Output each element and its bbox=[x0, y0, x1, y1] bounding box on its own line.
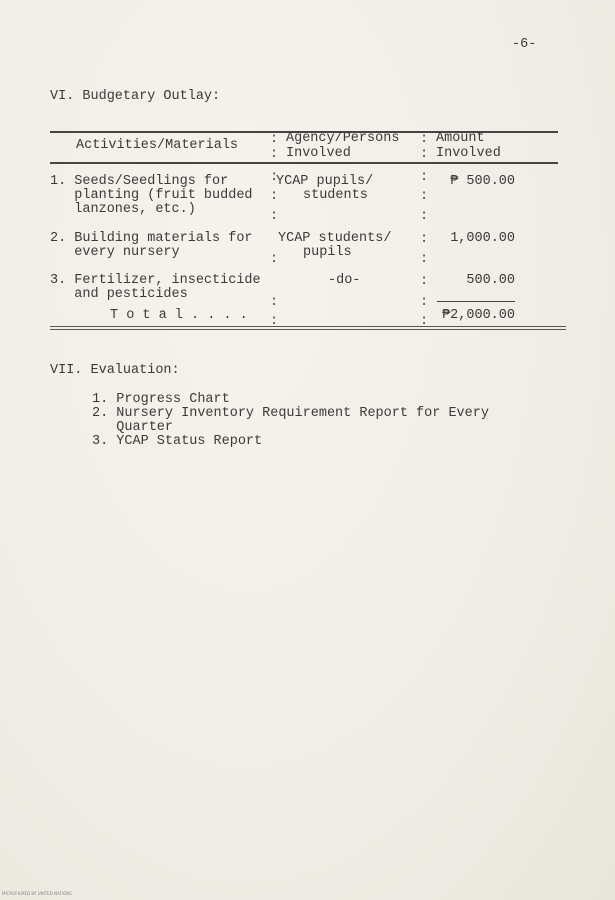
table-bottom-double-rule bbox=[50, 326, 566, 330]
total-amount: ₱2,000.00 bbox=[442, 308, 515, 323]
evaluation-item: Quarter bbox=[92, 420, 174, 435]
row2-activity-line1: 2. Building materials for bbox=[50, 231, 253, 246]
evaluation-item: 1. Progress Chart bbox=[92, 392, 230, 407]
row3-activity-line2: and pesticides bbox=[50, 287, 188, 302]
row2-amount: 1,000.00 bbox=[450, 231, 515, 246]
colon-sep: : bbox=[420, 189, 429, 204]
colon-sep: : bbox=[420, 295, 429, 310]
colon-sep: : bbox=[420, 209, 429, 224]
page-number: -6- bbox=[512, 37, 537, 52]
row3-agency-line1: -do- bbox=[328, 273, 361, 288]
evaluation-item: 2. Nursery Inventory Requirement Report for Every bbox=[92, 406, 489, 421]
colon-sep: : bbox=[420, 147, 429, 162]
row1-agency-line2: students bbox=[303, 188, 368, 203]
colon-sep: : bbox=[420, 252, 429, 267]
colon-sep: : bbox=[270, 189, 279, 204]
row3-amount: 500.00 bbox=[466, 273, 515, 288]
colon-sep: : bbox=[270, 314, 279, 329]
total-label: T o t a l . . . . bbox=[110, 308, 248, 323]
colon-sep: : bbox=[420, 232, 429, 247]
header-activities: Activities/Materials bbox=[76, 138, 239, 153]
colon-sep: : bbox=[420, 274, 429, 289]
row2-agency-line2: pupils bbox=[303, 245, 352, 260]
colon-sep: : bbox=[420, 132, 429, 147]
microfilm-footer: MICROFILMED BY UNITED NATIONS bbox=[2, 891, 72, 896]
colon-sep: : bbox=[270, 295, 279, 310]
header-amount-line2: Involved bbox=[436, 146, 501, 161]
row3-activity-line1: 3. Fertilizer, insecticide bbox=[50, 273, 261, 288]
amount-subtotal-rule bbox=[437, 301, 515, 302]
colon-sep: : bbox=[270, 132, 279, 147]
colon-sep: : bbox=[270, 209, 279, 224]
row2-agency-line1: YCAP students/ bbox=[278, 231, 392, 246]
row1-amount: ₱ 500.00 bbox=[450, 174, 515, 189]
evaluation-heading: VII. Evaluation: bbox=[50, 363, 180, 378]
row1-activity-line2: planting (fruit budded bbox=[50, 188, 253, 203]
row2-activity-line2: every nursery bbox=[50, 245, 180, 260]
evaluation-item: 3. YCAP Status Report bbox=[92, 434, 263, 449]
row1-activity-line3: lanzones, etc.) bbox=[50, 202, 196, 217]
header-agency-line1: Agency/Persons bbox=[286, 131, 400, 146]
colon-sep: : bbox=[420, 170, 429, 185]
budget-heading: VI. Budgetary Outlay: bbox=[50, 89, 221, 104]
header-amount-line1: Amount bbox=[436, 131, 485, 146]
colon-sep: : bbox=[270, 252, 279, 267]
colon-sep: : bbox=[420, 314, 429, 329]
table-header-rule bbox=[50, 162, 558, 164]
colon-sep: : bbox=[270, 170, 279, 185]
header-agency-line2: Involved bbox=[286, 146, 351, 161]
row1-agency-line1: YCAP pupils/ bbox=[276, 174, 374, 189]
colon-sep: : bbox=[270, 147, 279, 162]
row1-activity-line1: 1. Seeds/Seedlings for bbox=[50, 174, 229, 189]
